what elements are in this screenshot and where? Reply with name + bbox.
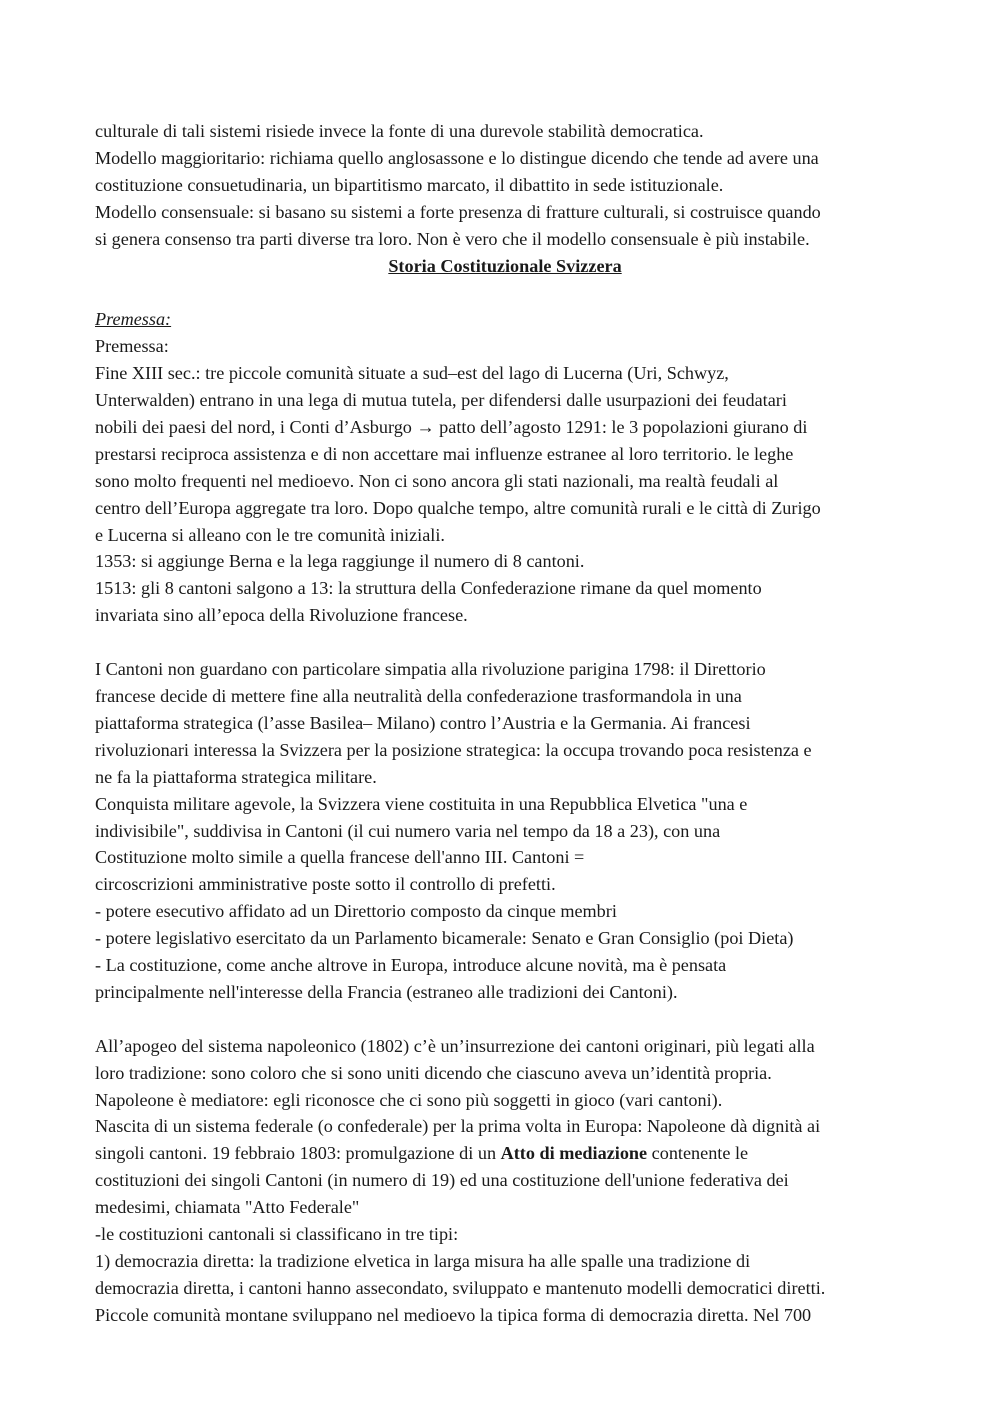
text-line: - potere legislativo esercitato da un Parlamento bicamerale: Senato e Gran Consiglio (poi Dieta) xyxy=(95,928,794,949)
text-line: 1353: si aggiunge Berna e la lega raggiunge il numero di 8 cantoni. xyxy=(95,551,585,572)
text-line: sono molto frequenti nel medioevo. Non ci sono ancora gli stati nazionali, ma realtà feudali al xyxy=(95,470,779,491)
text-fragment: singoli cantoni. 19 febbraio 1803: promulgazione di un xyxy=(95,1143,501,1164)
text-line: 1) democrazia diretta: la tradizione elvetica in larga misura ha alle spalle una tradizione di xyxy=(95,1251,751,1272)
text-line: Modello consensuale: si basano su sistemi a forte presenza di fratture culturali, si costruisce quando xyxy=(95,201,821,222)
premessa-label: Premessa: xyxy=(95,336,169,357)
text-line: nobili dei paesi del nord, i Conti d’Asburgo → patto dell’agosto 1291: le 3 popolazioni giurano di xyxy=(95,416,808,437)
text-line: prestarsi reciproca assistenza e di non accettare mai influenze estranee al loro territorio. le leghe xyxy=(95,443,794,464)
text-line: Unterwalden) entrano in una lega di mutua tutela, per difendersi dalle usurpazioni dei feudatari xyxy=(95,390,787,411)
text-line: principalmente nell'interesse della Francia (estraneo alle tradizioni dei Cantoni). xyxy=(95,981,678,1002)
text-line: Modello maggioritario: richiama quello anglosassone e lo distingue dicendo che tende ad avere una xyxy=(95,147,819,168)
text-line: rivoluzionari interessa la Svizzera per la posizione strategica: la occupa trovando poca resistenza e xyxy=(95,739,812,760)
text-line: ne fa la piattaforma strategica militare. xyxy=(95,766,377,787)
text-line: invariata sino all’epoca della Rivoluzione francese. xyxy=(95,605,468,626)
text-line: piattaforma strategica (l’asse Basilea– Milano) contro l’Austria e la Germania. Ai francesi xyxy=(95,712,751,733)
text-line: circoscrizioni amministrative poste sotto il controllo di prefetti. xyxy=(95,874,556,895)
subheading: Premessa: xyxy=(95,309,172,330)
text-fragment: contenente le xyxy=(647,1143,749,1164)
text-line: e Lucerna si alleano con le tre comunità iniziali. xyxy=(95,524,445,545)
text-line: - La costituzione, come anche altrove in Europa, introduce alcune novità, ma è pensata xyxy=(95,955,727,976)
text-line: All’apogeo del sistema napoleonico (1802) c’è un’insurrezione dei cantoni originari, più legati alla xyxy=(95,1035,815,1056)
paragraph-napoleonic-mediation xyxy=(95,1033,915,1329)
document-page xyxy=(95,118,915,1329)
text-line: I Cantoni non guardano con particolare simpatia alla rivoluzione parigina 1798: il Direttorio xyxy=(95,659,766,680)
bold-term: Atto di mediazione xyxy=(500,1143,648,1164)
text-line: francese decide di mettere fine alla neutralità della confederazione trasformandola in una xyxy=(95,686,742,706)
text-line: costituzione consuetudinaria, un bipartitismo marcato, il dibattito in sede istituzionale. xyxy=(95,174,724,195)
text-line: Napoleone è mediatore: egli riconosce che ci sono più soggetti in gioco (vari cantoni). xyxy=(95,1089,723,1110)
text-line: - potere esecutivo affidato ad un Direttorio composto da cinque membri xyxy=(95,901,617,922)
text-line: indivisibile", suddivisa in Cantoni (il cui numero varia nel tempo da 18 a 23), con una xyxy=(95,820,721,841)
text-line: democrazia diretta, i cantoni hanno assecondato, sviluppato e mantenuto modelli democratici diretti. xyxy=(95,1277,826,1298)
text-line: -le costituzioni cantonali si classificano in tre tipi: xyxy=(95,1224,459,1245)
text-line: si genera consenso tra parti diverse tra loro. Non è vero che il modello consensuale è più instabile. xyxy=(95,228,810,249)
text-line: Piccole comunità montane sviluppano nel medioevo la tipica forma di democrazia diretta. Nel 700 xyxy=(95,1304,812,1325)
paragraph-medieval-origins xyxy=(95,360,915,629)
text-line: Fine XIII sec.: tre piccole comunità situate a sud–est del lago di Lucerna (Uri, Schwyz, xyxy=(95,363,729,384)
paragraph-helvetic-republic xyxy=(95,656,915,1006)
text-line-mixed xyxy=(95,1140,915,1167)
text-line: culturale di tali sistemi risiede invece la fonte di una durevole stabilità democratica. xyxy=(95,121,704,141)
text-line: 1513: gli 8 cantoni salgono a 13: la struttura della Confederazione rimane da quel momento xyxy=(95,578,762,599)
blank-line xyxy=(95,1006,915,1033)
text-line: medesimi, chiamata "Atto Federale" xyxy=(95,1197,360,1218)
text-line: loro tradizione: sono coloro che si sono uniti dicendo che ciascuno aveva un’identità propria. xyxy=(95,1062,772,1083)
text-line: centro dell’Europa aggregate tra loro. Dopo qualche tempo, altre comunità rurali e le città di Zurigo xyxy=(95,497,821,518)
text-line: Nascita di un sistema federale (o confederale) per la prima volta in Europa: Napoleone dà dignità ai xyxy=(95,1116,821,1137)
blank-line xyxy=(95,629,915,656)
blank-line xyxy=(95,279,915,306)
text-line: Conquista militare agevole, la Svizzera viene costituita in una Repubblica Elvetica "una e xyxy=(95,793,748,814)
text-line: costituzioni dei singoli Cantoni (in numero di 19) ed una costituzione dell'unione federativa dei xyxy=(95,1170,789,1191)
text-line: Costituzione molto simile a quella francese dell'anno III. Cantoni = xyxy=(95,847,585,868)
intro-block xyxy=(95,118,915,253)
section-title: Storia Costituzionale Svizzera xyxy=(388,255,622,276)
